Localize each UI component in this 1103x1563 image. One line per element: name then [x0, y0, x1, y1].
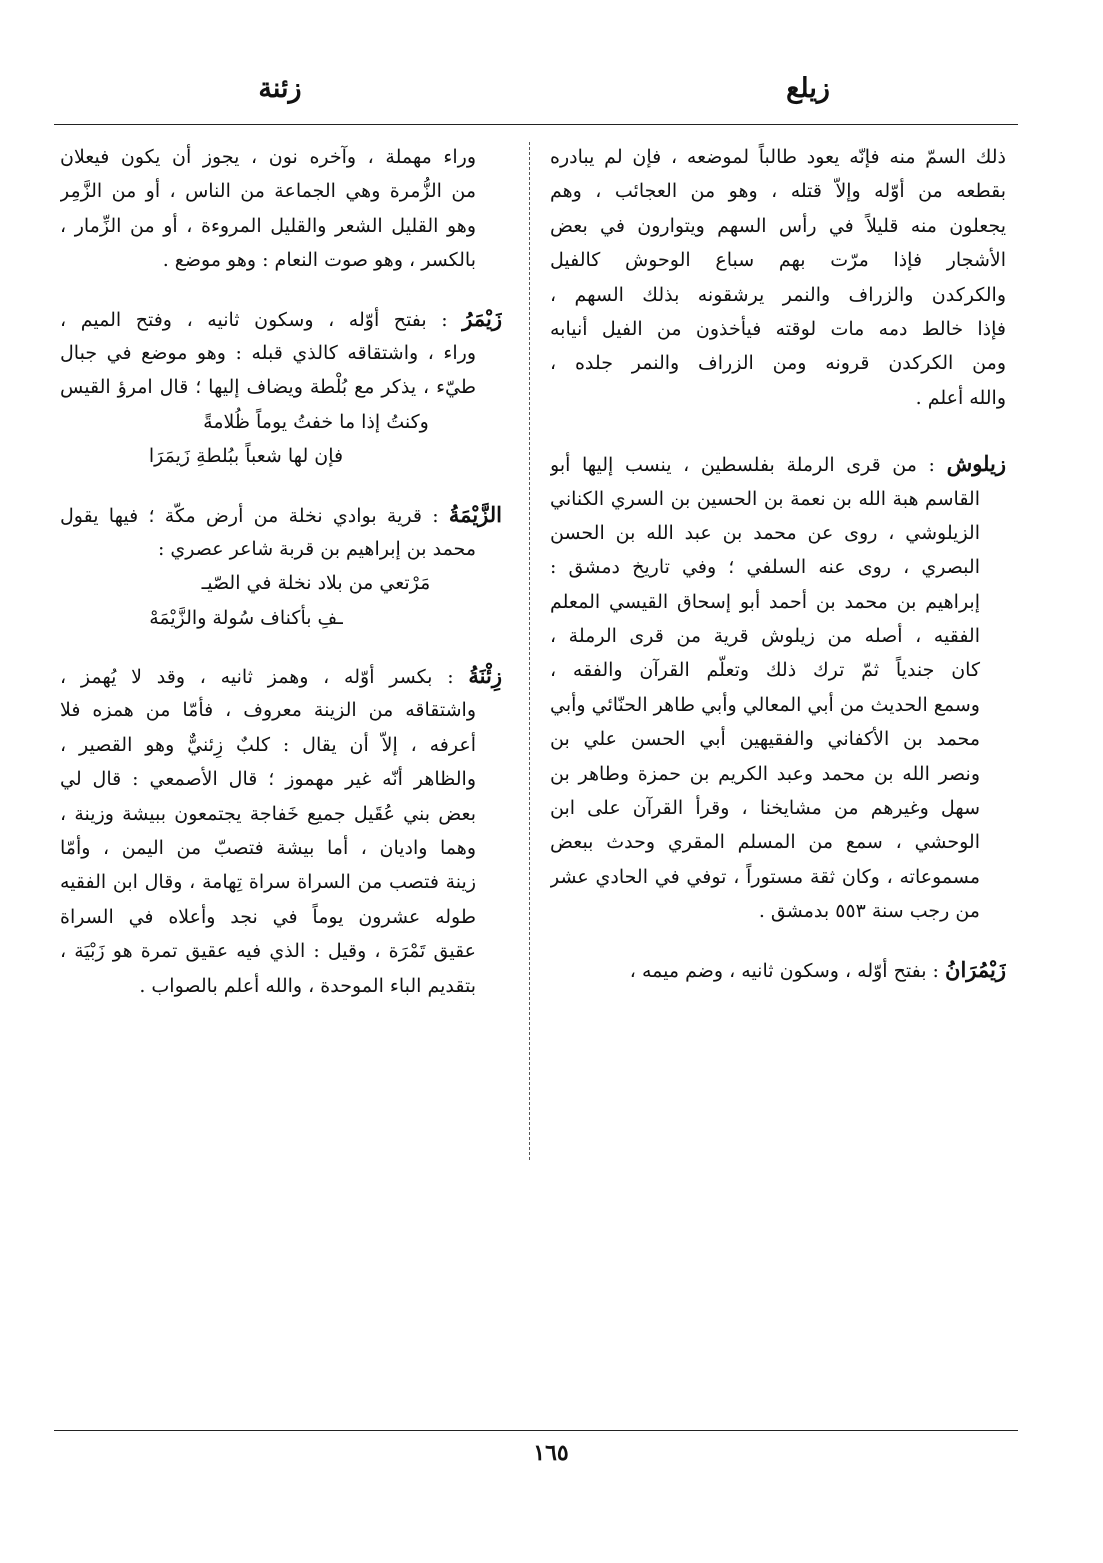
right-column: [550, 140, 1006, 987]
entry-definition: : من قرى الرملة بفلسطين ، ينسب إليها أبو: [550, 454, 935, 477]
entry-definition: : بكسر أوّله ، وهمز ثانيه ، وقد لا يُهمز ،: [60, 666, 454, 689]
entry-spacer: [550, 415, 1006, 447]
text-line: أعرفه ، إلاّ أن يقال : كلبٌ زِئنيٌّ وهو القصير ،: [60, 733, 476, 756]
text-line: كان جندياً ثمّ ترك ذلك وتعلّم القرآن والفقه ،: [550, 659, 980, 682]
text-line: طيّء ، يذكر مع بُلْطة ويضاف إليها ؛ قال امرؤ القيس: [60, 376, 476, 399]
text-line: فإذا خالط دمه مات لوقته فيأخذون من الفيل أنيابه: [550, 317, 1006, 340]
text-line: الزيلوشي ، روى عن محمد بن عبد الله بن الحسن: [550, 521, 980, 544]
text-line: سهل وغيرهم من مشايخنا ، وقرأ القرآن على ابن: [550, 797, 980, 820]
text-line: وسمع الحديث من أبي المعالي وأبي طاهر الحنّائي وأبي: [550, 693, 980, 716]
entry-definition: : بفتح أوّله ، وسكون ثانيه ، وضم ميمه ،: [629, 959, 939, 982]
text-line: ونصر الله بن محمد وعبد الكريم بن حمزة وطاهر بن: [550, 762, 980, 785]
text-line: بالكسر ، وهو صوت النعام : وهو موضع .: [162, 249, 476, 272]
running-head-left: زئنة: [258, 73, 302, 104]
entry-spacer: [60, 278, 502, 302]
entry-first-line: [550, 447, 1006, 481]
text-line: مسموعاته ، وكان ثقة مستوراً ، توفي في الحادي عشر: [550, 865, 980, 888]
footer-rule: [54, 1430, 1018, 1431]
left-column: [60, 140, 502, 1003]
running-head-right: زيلع: [786, 73, 830, 104]
header-rule: [54, 124, 1018, 125]
text-line: البصري ، روى عنه السلفي ؛ وفي تاريخ دمشق :: [550, 556, 980, 579]
text-line: من الزُّمرة وهي الجماعة من الناس ، أو من الزَّمِر: [60, 180, 476, 203]
text-line: الوحشي ، سمع من المسلم المقري وحدث ببعض: [550, 831, 980, 854]
entry-first-line: [60, 659, 502, 693]
text-line: وراء ، واشتقاقه كالذي قبله : وهو موضع في جبال: [60, 341, 476, 364]
text-line: محمد بن الأكفاني والفقيهين أبي الحسن علي بن: [550, 728, 980, 751]
entry-first-line: [60, 302, 502, 336]
entry-headword: زَيْمَرُ: [462, 305, 502, 331]
poem-verse: ـفِ بأكناف سُولة والزَّيْمَهْ: [149, 606, 343, 629]
poem-verse: وكنتُ إذا ما خفتُ يوماً ظُلامةً: [203, 410, 429, 433]
text-line: وهما واديان ، أما بيشة فتصبّ من اليمن ، وأمّا: [60, 837, 476, 860]
text-line: طوله عشرون يوماً في نجد وأعلاه في السراة: [60, 905, 476, 928]
text-line: والظاهر أنّه غير مهموز ؛ قال الأصمعي : قال لي: [60, 768, 476, 791]
page-number: ١٦٥: [533, 1440, 569, 1466]
entry-headword: زِئْنَةُ: [468, 663, 502, 689]
text-line: الأشجار فإذا مرّت بهم سباع الوحوش كالفيل: [550, 249, 1006, 272]
text-line: إبراهيم بن محمد بن أحمد أبو إسحاق القيسي المعلم: [550, 590, 980, 613]
text-line: من رجب سنة ٥٥٣ بدمشق .: [758, 900, 980, 923]
entry-headword: الزَّيْمَةُ: [448, 501, 502, 527]
text-line: محمد بن إبراهيم بن قربة شاعر عصري :: [157, 537, 476, 560]
entry-headword: زَيْمُرَانُ: [945, 956, 1006, 982]
poem-verse: فإن لها شعباً ببُلطةِ زَيمَرَا: [148, 445, 344, 468]
entry-definition: : قرية بوادي نخلة من أرض مكّة ؛ فيها يقول: [60, 504, 439, 527]
text-line: واشتقاقه من الزينة معروف ، فأمّا من همزه فلا: [60, 699, 476, 722]
text-line: يجعلون منه قليلاً في رأس السهم ويتوارون في بعض: [550, 214, 1006, 237]
text-line: بتقديم الباء الموحدة ، والله أعلم بالصواب .: [139, 974, 476, 997]
entry-first-line: [60, 498, 502, 532]
entry-first-line: [550, 953, 1006, 987]
text-line: زينة فتصب من السراة سراة تِهامة ، وقال ابن الفقيه: [60, 871, 476, 894]
text-line: بعض بني عُقَيل جميع خَفاجة يجتمعون ببيشة وزينة ،: [60, 802, 476, 825]
text-line: ومن الكركدن قرونه ومن الزراف والنمر جلده ،: [550, 352, 1006, 375]
poem-verse: مَرْتعي من بلاد نخلة في الصّيـ: [201, 572, 431, 595]
text-line: والله أعلم .: [915, 386, 1006, 409]
entry-definition: : بفتح أوّله ، وسكون ثانيه ، وفتح الميم ،: [60, 308, 448, 331]
entry-headword: زيلوش: [946, 451, 1006, 477]
entry-spacer: [60, 635, 502, 659]
column-divider: [529, 142, 530, 1160]
entry-spacer: [550, 929, 1006, 953]
text-line: القاسم هبة الله بن نعمة بن الحسين بن السري الكناني: [550, 487, 980, 510]
text-line: وهو القليل الشعر والقليل المروءة ، أو من الزِّمار ،: [60, 214, 476, 237]
text-line: بقطعه من أوّله وإلاّ قتله ، وهو من العجائب ، وهم: [550, 180, 1006, 203]
text-line: عقيق تَمْرَة ، وقيل : الذي فيه عقيق تمرة هو زَبْيَة ،: [60, 940, 476, 963]
entry-spacer: [60, 474, 502, 498]
text-line: الفقيه ، أصله من زيلوش قرية من قرى الرملة ،: [550, 625, 980, 648]
text-line: ذلك السمّ منه فإنّه يعود طالباً لموضعه ، فإن لم يبادره: [550, 146, 1006, 168]
text-line: والكركدن والزراف والنمر يرشقونه بذلك السهم ،: [550, 283, 1006, 306]
text-line: وراء مهملة ، وآخره نون ، يجوز أن يكون فيعلان: [60, 146, 476, 168]
